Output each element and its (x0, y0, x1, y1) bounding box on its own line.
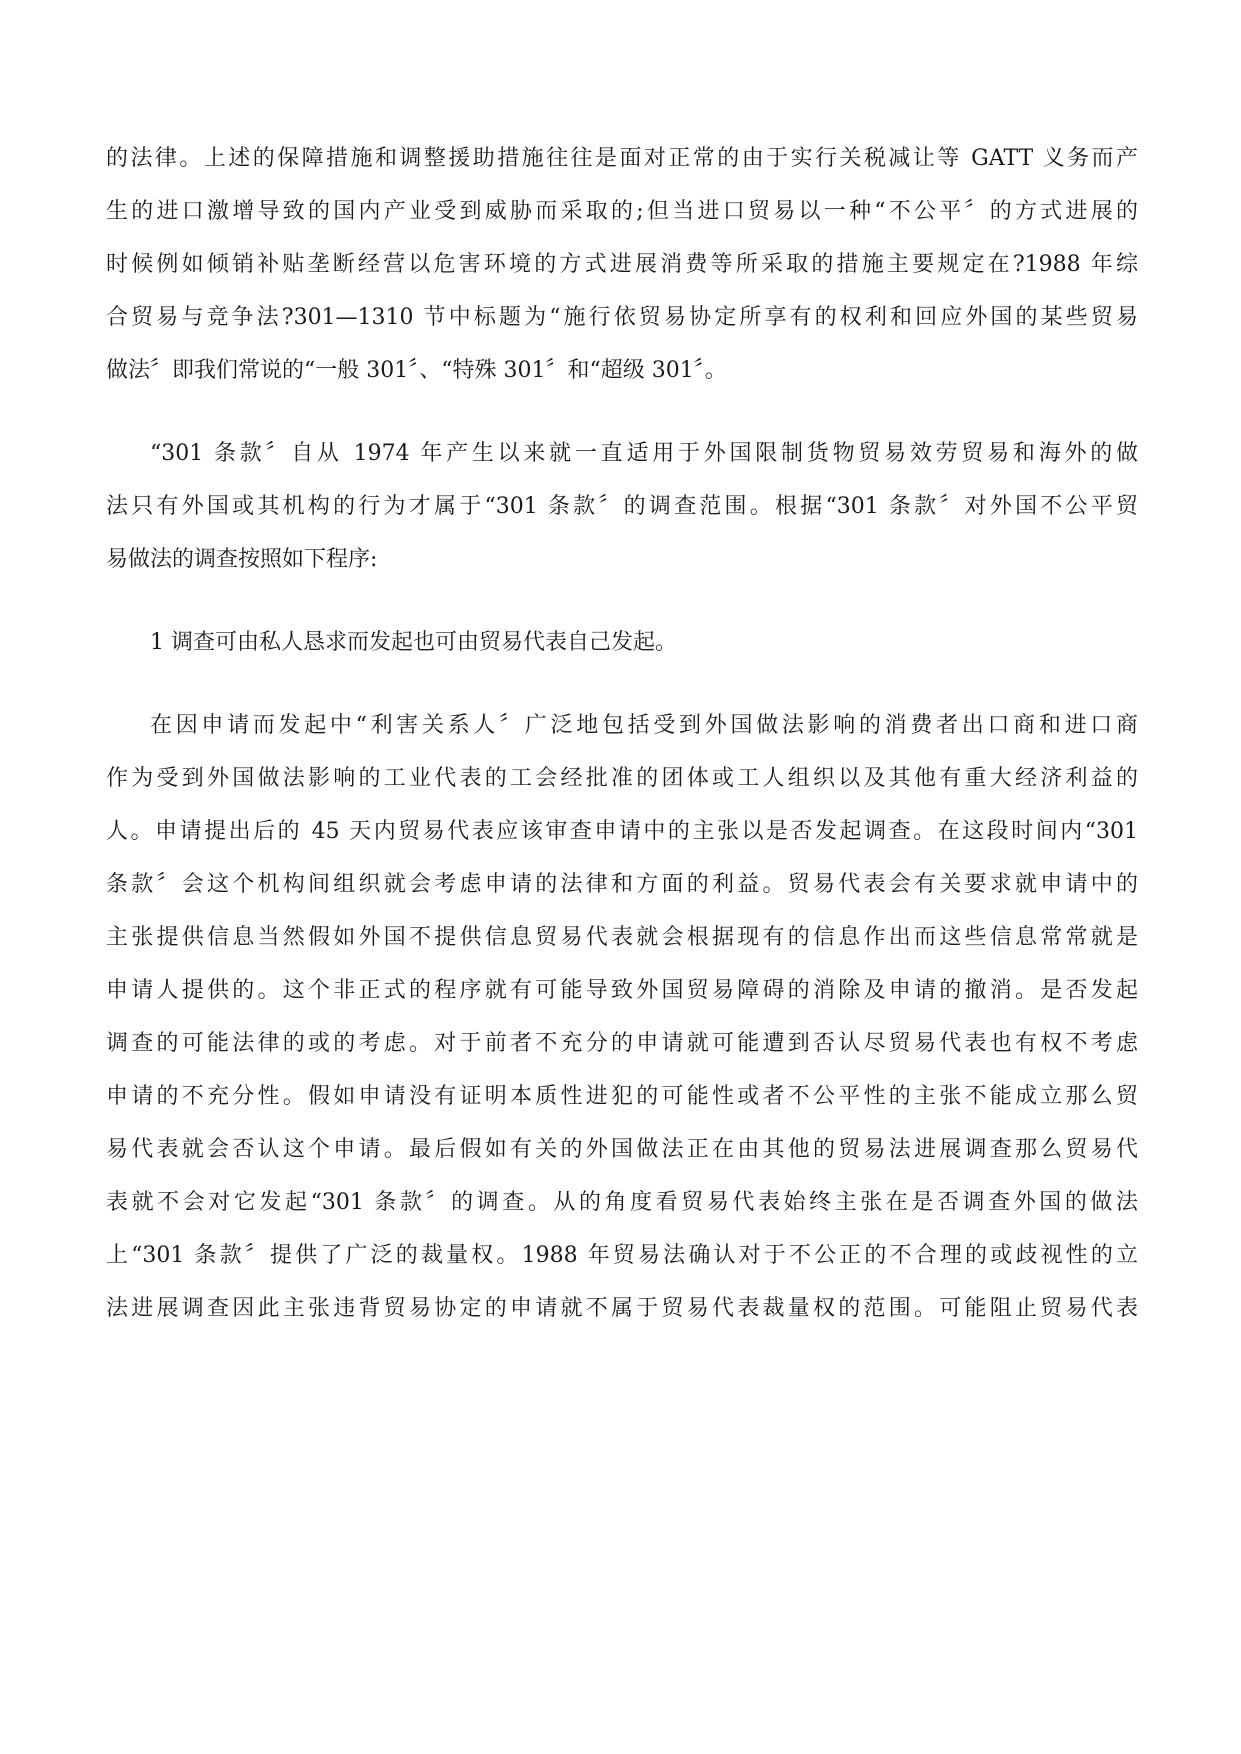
text-line: 1 调查可由私人恳求而发起也可由贸易代表自己发起。 (150, 630, 677, 655)
text-line: 申请人提供的。这个非正式的程序就有可能导致外国贸易障碍的消除及申请的撤消。是否发起 (106, 978, 1138, 1003)
text-line: “301 条款〞自从 1974 年产生以来就一直适用于外国限制货物贸易效劳贸易和海外的做 (150, 441, 1138, 466)
text-line: 时候例如倾销补贴垄断经营以危害环境的方式进展消费等所采取的措施主要规定在?1988 年综 (106, 252, 1138, 277)
text-line: 法只有外国或其机构的行为才属于“301 条款〞的调查范围。根据“301 条款〞对外国不公平贸 (106, 494, 1138, 519)
text-line: 在因申请而发起中“利害关系人〞广泛地包括受到外国做法影响的消费者出口商和进口商 (150, 713, 1138, 738)
text-line: 调查的可能法律的或的考虑。对于前者不充分的申请就可能遭到否认尽贸易代表也有权不考虑 (106, 1031, 1138, 1056)
text-line: 做法〞即我们常说的“一般 301〞、“特殊 301〞和“超级 301〞。 (106, 358, 727, 383)
paragraph (106, 132, 1138, 397)
text-line: 作为受到外国做法影响的工业代表的工会经批准的团体或工人组织以及其他有重大经济利益的 (106, 766, 1138, 791)
text-line: 易代表就会否认这个申请。最后假如有关的外国做法正在由其他的贸易法进展调查那么贸易代 (106, 1137, 1138, 1162)
paragraph (106, 616, 1138, 669)
paragraph (106, 427, 1138, 586)
text-line: 条款〞会这个机构间组织就会考虑申请的法律和方面的利益。贸易代表会有关要求就申请中的 (106, 872, 1138, 897)
text-line: 申请的不充分性。假如申请没有证明本质性进犯的可能性或者不公平性的主张不能成立那么贸 (106, 1084, 1138, 1109)
paragraph-spacer (106, 586, 1138, 616)
text-line: 人。申请提出后的 45 天内贸易代表应该审查申请中的主张以是否发起调查。在这段时间内“301 (106, 819, 1138, 844)
text-line: 合贸易与竞争法?301—1310 节中标题为“施行依贸易协定所享有的权利和回应外国的某些贸易 (106, 305, 1138, 330)
paragraph-spacer (106, 397, 1138, 427)
text-line: 表就不会对它发起“301 条款〞的调查。从的角度看贸易代表始终主张在是否调查外国的做法 (106, 1190, 1138, 1215)
text-line: 的法律。上述的保障措施和调整援助措施往往是面对正常的由于实行关税减让等 GATT 义务而产 (106, 146, 1138, 171)
text-line: 生的进口激增导致的国内产业受到威胁而采取的;但当进口贸易以一种“不公平〞的方式进展的 (106, 199, 1138, 224)
text-line: 上“301 条款〞提供了广泛的裁量权。1988 年贸易法确认对于不公正的不合理的或歧视性的立 (106, 1243, 1138, 1268)
paragraph-spacer (106, 669, 1138, 699)
paragraph (106, 699, 1138, 1335)
text-line: 主张提供信息当然假如外国不提供信息贸易代表就会根据现有的信息作出而这些信息常常就是 (106, 925, 1138, 950)
document-body (106, 132, 1138, 1335)
text-line: 易做法的调查按照如下程序: (106, 547, 378, 572)
text-line: 法进展调查因此主张违背贸易协定的申请就不属于贸易代表裁量权的范围。可能阻止贸易代表 (106, 1296, 1138, 1321)
